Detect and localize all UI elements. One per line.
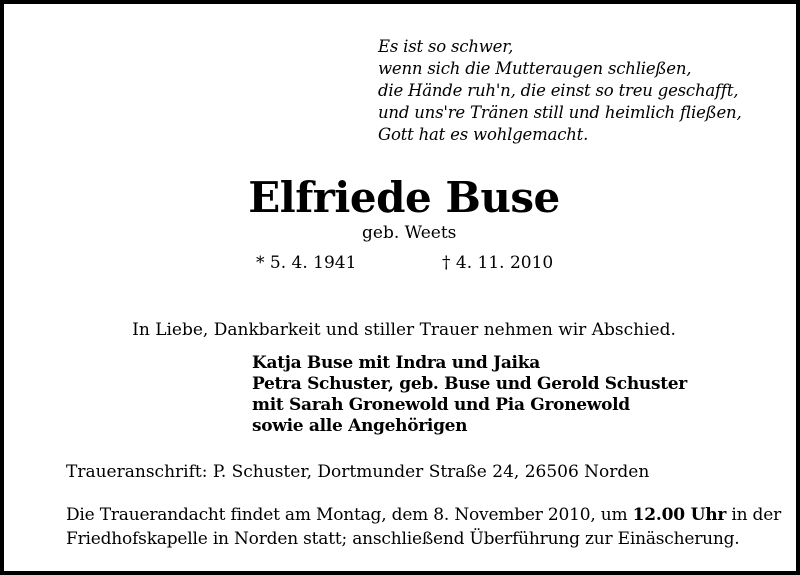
poem-line: und uns're Tränen still und heimlich fließen, — [378, 103, 742, 122]
death-date: † 4. 11. 2010 — [442, 253, 554, 273]
mourner-line: Petra Schuster, geb. Buse und Gerold Schuster — [252, 374, 687, 394]
mourner-line: Katja Buse mit Indra und Jaika — [252, 353, 540, 373]
service-text: in der — [726, 505, 782, 525]
mourner-line: sowie alle Angehörigen — [252, 416, 468, 436]
poem-line: wenn sich die Mutteraugen schließen, — [378, 59, 692, 78]
service-text: Die Trauerandacht findet am Montag, dem 8. November 2010, um — [66, 505, 633, 525]
service-info — [66, 503, 781, 551]
poem — [378, 36, 742, 146]
service-line-1 — [66, 503, 781, 527]
mourner-line: mit Sarah Gronewold und Pia Gronewold — [252, 395, 630, 415]
poem-line: Gott hat es wohlgemacht. — [378, 125, 589, 144]
mourning-address: Traueranschrift: P. Schuster, Dortmunder Straße 24, 26506 Norden — [66, 462, 650, 482]
birth-date: * 5. 4. 1941 — [256, 253, 357, 273]
farewell-text: In Liebe, Dankbarkeit und stiller Trauer nehmen wir Abschied. — [132, 320, 676, 340]
deceased-name: Elfriede Buse — [248, 173, 560, 222]
service-line-2: Friedhofskapelle in Norden statt; anschließend Überführung zur Einäscherung. — [66, 529, 740, 549]
birth-name: geb. Weets — [362, 223, 457, 243]
poem-line: Es ist so schwer, — [378, 37, 514, 56]
mourners-list — [252, 353, 687, 437]
poem-line: die Hände ruh'n, die einst so treu geschafft, — [378, 81, 739, 100]
service-time: 12.00 Uhr — [632, 505, 727, 525]
